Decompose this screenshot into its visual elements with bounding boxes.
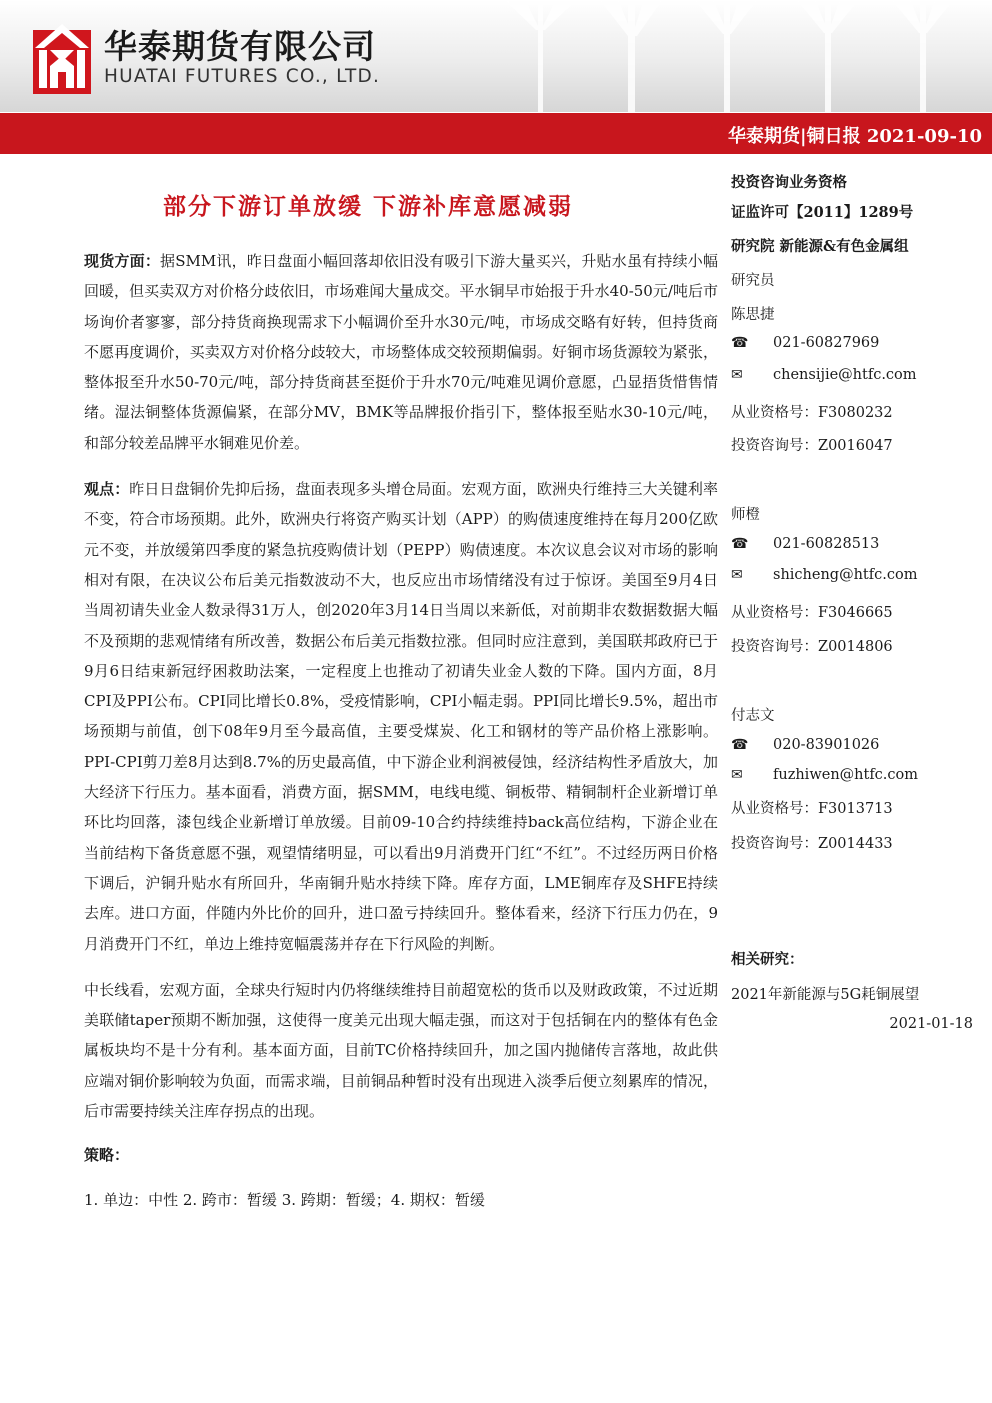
analyst-email-row (731, 767, 918, 783)
huatai-logo (33, 22, 91, 94)
license-number: 证监许可【2011】1289号 (731, 204, 914, 221)
analyst-name: 陈思捷 (731, 307, 775, 323)
role-label: 研究员 (731, 273, 775, 289)
qualification: 投资咨询业务资格 (731, 174, 847, 191)
analyst-phone-row (731, 335, 879, 351)
company-name-en: HUATAI FUTURES CO., LTD. (104, 66, 381, 87)
analyst-phone-row (731, 737, 879, 753)
strategy-heading: 策略： (84, 1146, 130, 1165)
analyst-email-row (731, 567, 917, 583)
phone-icon: ☎ (731, 737, 749, 753)
envelope-icon: ✉ (731, 367, 743, 383)
envelope-icon: ✉ (731, 767, 743, 783)
long-term-paragraph: 中长线看，宏观方面，全球央行短时内仍将继续维持目前超宽松的货币以及财政政策，不过近期美联储taper预期不断加强，这使得一度美元出现大幅走强，而这对于包括铜在内的整体有色金属板块均不是十分有利。基本面方面，目前TC价格持续回升，加之国内抛储传言落地，故此供应端对铜价影响较为负面，而需求端，目前铜品种暂时没有出现进入淡季后便立刻累库的情况，后市需要持续关注库存拐点的出现。 (84, 980, 718, 1121)
strategy-text: 1. 单边：中性 2. 跨市：暂缓 3. 跨期：暂缓；4. 期权：暂缓 (84, 1191, 485, 1210)
analyst-cert: 从业资格号：F3080232 (731, 405, 893, 421)
analyst-email-row (731, 367, 917, 383)
phone-icon: ☎ (731, 335, 749, 351)
analyst-email[interactable]: fuzhiwen@htfc.com (773, 767, 919, 783)
department: 研究院 新能源&有色金属组 (731, 238, 909, 255)
analyst-phone: 020-83901026 (773, 737, 880, 753)
related-date: 2021-01-18 (889, 1016, 973, 1032)
analyst-phone: 021-60827969 (773, 335, 880, 351)
related-heading: 相关研究： (731, 951, 804, 968)
page-header (0, 0, 992, 112)
view-text: 昨日日盘铜价先抑后扬，盘面表现多头增仓局面。宏观方面，欧洲央行维持三大关键利率不变，符合市场预期。此外，欧洲央行将资产购买计划（APP）的购债速度维持在每月200亿欧元不变，并放缓第四季度的紧急抗疫购债计划（PEPP）购债速度。本次议息会议对市场的影响相对有限，在决议公布后美元指数波动不大，也反应出市场情绪没有过于惊讶。美国至9月4日当周初请失业金人数录得31万人，创2020年3月14日当周以来新低，对前期非农数据数据大幅不及预期的悲观情绪有所改善，数据公布后美元指数拉涨。但同时应注意到，美国联邦政府已于9月6日结束新冠纾困救助法案，一定程度上也推动了初请失业金人数的下降。国内方面，8月CPI及PPI公布。CPI同比增长0.8%，受疫情影响，CPI小幅走弱。PPI同比增长9.5%，超出市场预期与前值，创下08年9月至今最高值，主要受煤炭、化工和钢材的等产品价格上涨影响。PPI-CPI剪刀差8月达到8.7%的历史最高值，中下游企业利润被侵蚀，经济结构性矛盾放大，加大经济下行压力。基本面看，消费方面，据SMM，电线电缆、铜板带、精铜制杆企业新增订单环比均回落，漆包线企业新增订单放缓。目前09-10合约持续维持back高位结构，下游企业在当前结构下备货意愿不强，观望情绪明显，可以看出9月消费开门红“不红”。不过经历两日价格下调后，沪铜升贴水有所回升，华南铜升贴水持续下降。库存方面，LME铜库存及SHFE持续去库。进口方面，伴随内外比价的回升，进口盈亏持续回升。整体看来，经济下行压力仍在，9月消费开门不红，单边上维持宽幅震荡并存在下行风险的判断。 (84, 480, 718, 953)
analyst-phone-row (731, 536, 879, 552)
spot-lead: 现货方面： (84, 252, 161, 270)
view-lead: 观点： (84, 480, 130, 499)
spot-paragraph (84, 246, 718, 458)
envelope-icon: ✉ (731, 567, 743, 583)
spot-text: 据SMM讯，昨日盘面小幅回落却依旧没有吸引下游大量买兴，升贴水虽有持续小幅回暖，但买卖双方对价格分歧依旧，市场难闻大量成交。平水铜早市始报于升水40-50元/吨后市场询价者寥寥，部分持货商换现需求下小幅调价至升水30元/吨，市场成交略有好转，但持货商不愿再度调价，买卖双方对价格分歧较大，市场整体成交较预期偏弱。好铜市场货源较为紧张，整体报至升水50-70元/吨，部分持货商甚至挺价于升水70元/吨难见调价意愿，凸显捂货惜售情绪。湿法铜整体货源偏紧，在部分MV，BMK等品牌报价指引下，整体报至贴水30-10元/吨，和部分较差品牌平水铜难见价差。 (84, 252, 718, 452)
analyst-email[interactable]: chensijie@htfc.com (773, 367, 917, 383)
report-bar (0, 113, 992, 154)
analyst-name: 师橙 (731, 507, 760, 523)
analyst-cert: 从业资格号：F3013713 (731, 801, 893, 817)
analyst-consult: 投资咨询号：Z0014806 (731, 639, 893, 655)
report-label: 华泰期货|铜日报 2021-09-10 (728, 126, 982, 147)
related-title[interactable]: 2021年新能源与5G耗铜展望 (731, 987, 920, 1003)
phone-icon: ☎ (731, 536, 749, 552)
analyst-name: 付志文 (731, 708, 775, 724)
analyst-email[interactable]: shicheng@htfc.com (773, 567, 918, 583)
company-name-cn: 华泰期货有限公司 (104, 27, 376, 66)
main-content (84, 246, 718, 1215)
analyst-phone: 021-60828513 (773, 536, 880, 552)
report-title: 部分下游订单放缓 下游补库意愿减弱 (162, 194, 573, 220)
analyst-consult: 投资咨询号：Z0016047 (731, 438, 893, 454)
analyst-consult: 投资咨询号：Z0014433 (731, 836, 893, 852)
analyst-cert: 从业资格号：F3046665 (731, 605, 893, 621)
view-paragraph (84, 474, 718, 959)
